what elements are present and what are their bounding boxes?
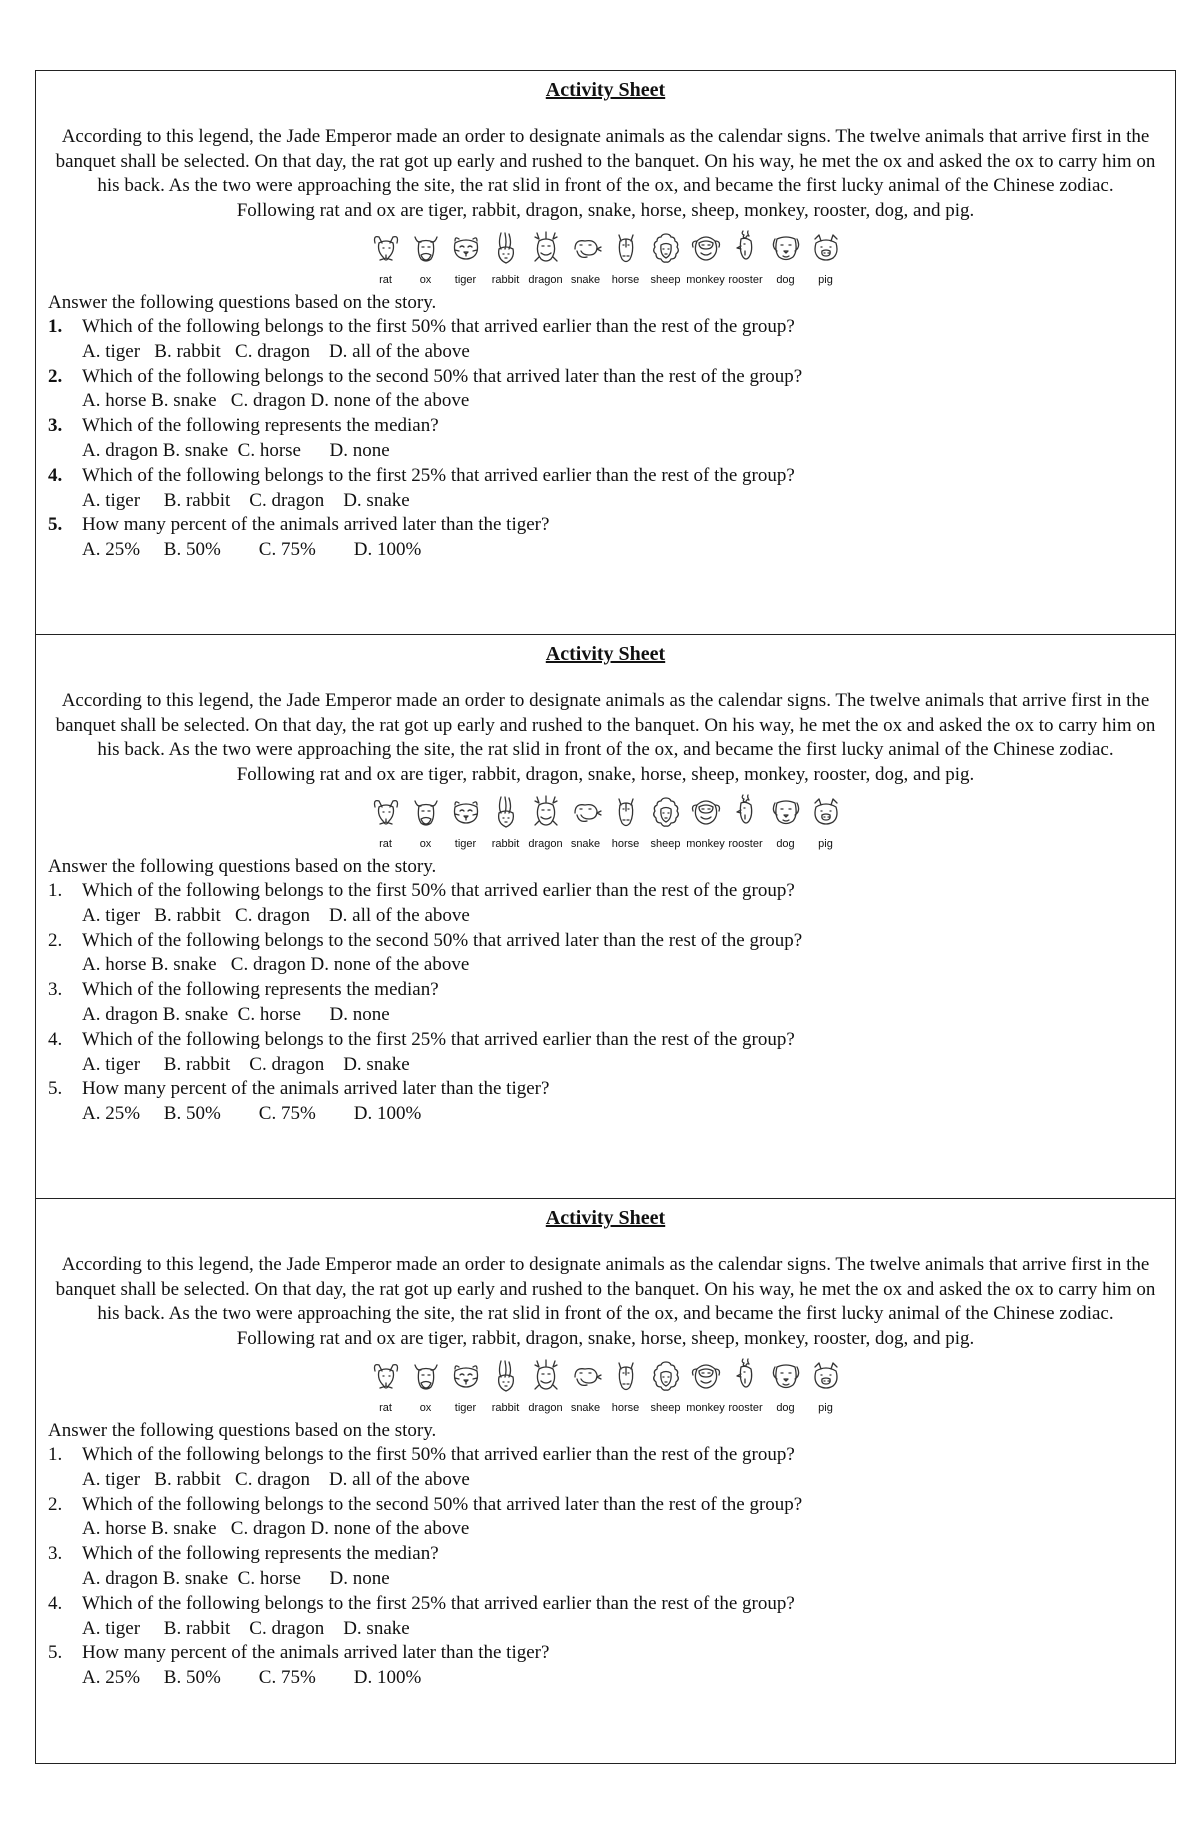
rat-icon: [367, 1357, 405, 1397]
answer-options: A. tiger B. rabbit C. dragon D. snake: [82, 1617, 410, 1639]
sheet-title: Activity Sheet: [545, 643, 666, 665]
question-text: Which of the following belongs to the second 50% that arrived later than the rest of the group?: [82, 929, 803, 951]
animal-label: dragon: [528, 1402, 563, 1414]
question-number: 3.: [48, 979, 63, 1001]
monkey-icon: [687, 793, 725, 833]
animal-horse: [606, 793, 646, 851]
animal-label: dragon: [528, 838, 563, 850]
zodiac-animal-row: [48, 1357, 1163, 1415]
question-list: [48, 879, 1163, 1127]
question-list: [48, 315, 1163, 563]
question-item: [48, 879, 1163, 929]
rabbit-icon: [487, 229, 525, 269]
animal-snake: [566, 1357, 606, 1415]
animal-label: dragon: [528, 274, 563, 286]
animal-dog: [766, 229, 806, 287]
animal-label: ox: [419, 1402, 432, 1414]
animal-horse: [606, 1357, 646, 1415]
animal-label: rooster: [728, 1402, 763, 1414]
question-item: [48, 978, 1163, 1028]
animal-tiger: [446, 229, 486, 287]
monkey-icon: [687, 229, 725, 269]
sheep-icon: [647, 793, 685, 833]
animal-label: horse: [611, 838, 640, 850]
following-animals-text: Following rat and ox are tiger, rabbit, dragon, snake, horse, sheep, monkey, rooster, dog, and pig.: [236, 1327, 975, 1349]
animal-snake: [566, 229, 606, 287]
question-number: 2.: [48, 1493, 63, 1515]
question-text: Which of the following belongs to the first 50% that arrived earlier than the rest of the group?: [82, 1444, 795, 1465]
animal-label: sheep: [650, 838, 681, 850]
question-item: [48, 1077, 1163, 1127]
animal-pig: [806, 1357, 846, 1415]
answer-options: A. tiger B. rabbit C. dragon D. all of the above: [82, 340, 470, 362]
story-text: According to this legend, the Jade Emperor made an order to designate animals as the calendar signs. The twelve animals that arrive first in the banquet shall be selected. On that day, the rat got up early and rushed to the banquet. On his way, he met the ox and asked the ox to carry him on his back. As the two were approaching the site, the rat slid in front of the ox, and became the first lucky animal of the Chinese zodiac.: [55, 126, 1156, 196]
rat-icon: [367, 229, 405, 269]
answer-options: A. horse B. snake C. dragon D. none of the above: [82, 954, 470, 976]
question-item: [48, 1592, 1163, 1642]
animal-sheep: [646, 229, 686, 287]
tiger-icon: [447, 793, 485, 833]
question-item: [48, 1028, 1163, 1078]
animal-label: rabbit: [491, 274, 520, 286]
animal-sheep: [646, 1357, 686, 1415]
animal-dragon: [526, 1357, 566, 1415]
question-text: Which of the following represents the median?: [82, 1543, 439, 1565]
animal-label: monkey: [686, 838, 725, 850]
animal-label: horse: [611, 274, 640, 286]
dragon-icon: [527, 229, 565, 269]
answer-options: A. dragon B. snake C. horse D. none: [82, 1567, 390, 1589]
animal-label: dog: [776, 838, 795, 850]
question-number: 1.: [48, 316, 63, 337]
question-item: [48, 464, 1163, 514]
animal-label: sheep: [650, 1402, 681, 1414]
animal-label: ox: [419, 274, 432, 286]
answer-options: A. tiger B. rabbit C. dragon D. all of the above: [82, 1468, 470, 1490]
animal-label: monkey: [686, 274, 725, 286]
question-number: 4.: [48, 464, 63, 486]
animal-rat: [366, 793, 406, 851]
animal-label: dog: [776, 1402, 795, 1414]
answer-options: A. 25% B. 50% C. 75% D. 100%: [82, 1103, 422, 1125]
animal-label: rabbit: [491, 838, 520, 850]
animal-label: pig: [818, 838, 833, 850]
legend-story: [48, 125, 1163, 223]
question-text: Which of the following belongs to the first 50% that arrived earlier than the rest of the group?: [82, 880, 795, 901]
tiger-icon: [447, 1357, 485, 1397]
zodiac-animal-row: [48, 229, 1163, 287]
animal-rabbit: [486, 1357, 526, 1415]
activity-sheet-3: [36, 1199, 1175, 1763]
animal-dog: [766, 1357, 806, 1415]
dog-icon: [767, 229, 805, 269]
dog-icon: [767, 1357, 805, 1397]
tiger-icon: [447, 229, 485, 269]
rooster-icon: [727, 229, 765, 269]
question-text: How many percent of the animals arrived later than the tiger?: [82, 1078, 550, 1100]
animal-rooster: [726, 1357, 766, 1415]
question-number: 1.: [48, 1444, 63, 1465]
sheep-icon: [647, 229, 685, 269]
question-number: 4.: [48, 1592, 63, 1614]
animal-rooster: [726, 229, 766, 287]
animal-label: ox: [419, 838, 432, 850]
dragon-icon: [527, 1357, 565, 1397]
animal-dragon: [526, 793, 566, 851]
animal-monkey: [686, 229, 726, 287]
ox-icon: [407, 1357, 445, 1397]
horse-icon: [607, 1357, 645, 1397]
story-text: According to this legend, the Jade Emperor made an order to designate animals as the calendar signs. The twelve animals that arrive first in the banquet shall be selected. On that day, the rat got up early and rushed to the banquet. On his way, he met the ox and asked the ox to carry him on his back. As the two were approaching the site, the rat slid in front of the ox, and became the first lucky animal of the Chinese zodiac.: [55, 1254, 1156, 1324]
dragon-icon: [527, 793, 565, 833]
pig-icon: [807, 1357, 845, 1397]
question-number: 2.: [48, 929, 63, 951]
animal-label: rat: [379, 274, 392, 286]
question-number: 5.: [48, 1642, 63, 1664]
animal-label: tiger: [454, 838, 477, 850]
answer-options: A. tiger B. rabbit C. dragon D. snake: [82, 489, 410, 511]
animal-label: rooster: [728, 838, 763, 850]
animal-monkey: [686, 1357, 726, 1415]
animal-rat: [366, 1357, 406, 1415]
answer-options: A. tiger B. rabbit C. dragon D. all of the above: [82, 904, 470, 926]
rat-icon: [367, 793, 405, 833]
question-item: [48, 513, 1163, 563]
horse-icon: [607, 793, 645, 833]
dog-icon: [767, 793, 805, 833]
animal-label: rat: [379, 838, 392, 850]
activity-sheet-page: [35, 70, 1176, 1764]
sheet-title: Activity Sheet: [545, 1207, 666, 1229]
horse-icon: [607, 229, 645, 269]
instructions: Answer the following questions based on the story.: [48, 1420, 437, 1441]
animal-rabbit: [486, 229, 526, 287]
animal-label: sheep: [650, 274, 681, 286]
animal-label: snake: [570, 1402, 601, 1414]
snake-icon: [567, 793, 605, 833]
ox-icon: [407, 793, 445, 833]
question-text: How many percent of the animals arrived later than the tiger?: [82, 514, 550, 536]
question-text: Which of the following belongs to the first 25% that arrived earlier than the rest of the group?: [82, 464, 795, 486]
answer-options: A. 25% B. 50% C. 75% D. 100%: [82, 1667, 422, 1689]
legend-story: [48, 689, 1163, 787]
question-item: [48, 365, 1163, 415]
question-number: 5.: [48, 514, 63, 536]
animal-label: snake: [570, 274, 601, 286]
question-text: How many percent of the animals arrived later than the tiger?: [82, 1642, 550, 1664]
question-item: [48, 1641, 1163, 1691]
snake-icon: [567, 1357, 605, 1397]
question-list: [48, 1443, 1163, 1691]
question-item: [48, 1542, 1163, 1592]
question-number: 5.: [48, 1078, 63, 1100]
sheep-icon: [647, 1357, 685, 1397]
animal-label: tiger: [454, 1402, 477, 1414]
question-number: 4.: [48, 1028, 63, 1050]
instructions: Answer the following questions based on the story.: [48, 856, 437, 877]
question-number: 3.: [48, 1543, 63, 1565]
question-number: 2.: [48, 365, 63, 387]
question-text: Which of the following belongs to the first 25% that arrived earlier than the rest of the group?: [82, 1028, 795, 1050]
instructions: Answer the following questions based on the story.: [48, 292, 437, 313]
following-animals-text: Following rat and ox are tiger, rabbit, dragon, snake, horse, sheep, monkey, rooster, dog, and pig.: [236, 199, 975, 221]
question-number: 3.: [48, 415, 63, 437]
animal-tiger: [446, 1357, 486, 1415]
answer-options: A. horse B. snake C. dragon D. none of the above: [82, 1518, 470, 1540]
rooster-icon: [727, 793, 765, 833]
animal-dragon: [526, 229, 566, 287]
answer-options: A. 25% B. 50% C. 75% D. 100%: [82, 539, 422, 561]
animal-sheep: [646, 793, 686, 851]
question-text: Which of the following belongs to the first 25% that arrived earlier than the rest of the group?: [82, 1592, 795, 1614]
animal-monkey: [686, 793, 726, 851]
pig-icon: [807, 793, 845, 833]
animal-pig: [806, 793, 846, 851]
animal-label: pig: [818, 1402, 833, 1414]
animal-label: tiger: [454, 274, 477, 286]
animal-label: rooster: [728, 274, 763, 286]
question-item: [48, 414, 1163, 464]
animal-ox: [406, 793, 446, 851]
animal-label: snake: [570, 838, 601, 850]
animal-dog: [766, 793, 806, 851]
animal-pig: [806, 229, 846, 287]
question-text: Which of the following belongs to the second 50% that arrived later than the rest of the group?: [82, 1493, 803, 1515]
animal-tiger: [446, 793, 486, 851]
animal-label: rabbit: [491, 1402, 520, 1414]
question-number: 1.: [48, 880, 63, 901]
zodiac-animal-row: [48, 793, 1163, 851]
animal-rooster: [726, 793, 766, 851]
ox-icon: [407, 229, 445, 269]
animal-label: monkey: [686, 1402, 725, 1414]
question-text: Which of the following belongs to the second 50% that arrived later than the rest of the group?: [82, 365, 803, 387]
monkey-icon: [687, 1357, 725, 1397]
animal-ox: [406, 229, 446, 287]
animal-label: dog: [776, 274, 795, 286]
legend-story: [48, 1253, 1163, 1351]
question-item: [48, 315, 1163, 365]
animal-rabbit: [486, 793, 526, 851]
question-item: [48, 1443, 1163, 1493]
rooster-icon: [727, 1357, 765, 1397]
animal-ox: [406, 1357, 446, 1415]
activity-sheet-2: [36, 635, 1175, 1199]
animal-label: horse: [611, 1402, 640, 1414]
answer-options: A. dragon B. snake C. horse D. none: [82, 1003, 390, 1025]
following-animals-text: Following rat and ox are tiger, rabbit, dragon, snake, horse, sheep, monkey, rooster, dog, and pig.: [236, 763, 975, 785]
question-text: Which of the following belongs to the first 50% that arrived earlier than the rest of the group?: [82, 316, 795, 337]
sheet-title: Activity Sheet: [545, 79, 666, 101]
story-text: According to this legend, the Jade Emperor made an order to designate animals as the calendar signs. The twelve animals that arrive first in the banquet shall be selected. On that day, the rat got up early and rushed to the banquet. On his way, he met the ox and asked the ox to carry him on his back. As the two were approaching the site, the rat slid in front of the ox, and became the first lucky animal of the Chinese zodiac.: [55, 690, 1156, 760]
snake-icon: [567, 229, 605, 269]
answer-options: A. horse B. snake C. dragon D. none of the above: [82, 390, 470, 412]
animal-label: rat: [379, 1402, 392, 1414]
answer-options: A. dragon B. snake C. horse D. none: [82, 439, 390, 461]
animal-horse: [606, 229, 646, 287]
animal-label: pig: [818, 274, 833, 286]
question-item: [48, 1493, 1163, 1543]
animal-snake: [566, 793, 606, 851]
question-text: Which of the following represents the median?: [82, 415, 439, 437]
question-item: [48, 929, 1163, 979]
question-text: Which of the following represents the median?: [82, 979, 439, 1001]
rabbit-icon: [487, 1357, 525, 1397]
activity-sheet-1: [36, 71, 1175, 635]
answer-options: A. tiger B. rabbit C. dragon D. snake: [82, 1053, 410, 1075]
rabbit-icon: [487, 793, 525, 833]
animal-rat: [366, 229, 406, 287]
pig-icon: [807, 229, 845, 269]
